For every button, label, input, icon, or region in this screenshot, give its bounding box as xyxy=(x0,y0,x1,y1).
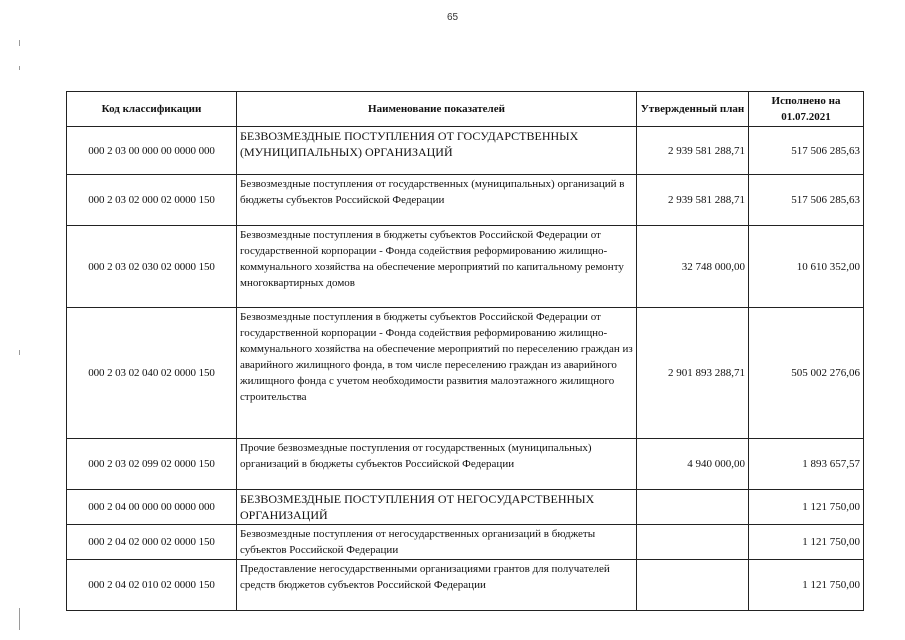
binding-mark xyxy=(19,350,20,355)
row-executed: 1 893 657,57 xyxy=(749,439,864,490)
row-code: 000 2 04 02 000 02 0000 150 xyxy=(67,525,237,560)
row-name: Безвозмездные поступления от государственных (муниципальных) организаций в бюджеты субъектов Российской Федерации xyxy=(237,175,637,226)
table-row xyxy=(67,560,864,611)
row-executed: 1 121 750,00 xyxy=(749,525,864,560)
row-code: 000 2 03 02 000 02 0000 150 xyxy=(67,175,237,226)
row-plan: 4 940 000,00 xyxy=(637,439,749,490)
header-name: Наименование показателей xyxy=(237,92,637,127)
row-plan: 2 939 581 288,71 xyxy=(637,175,749,226)
page-number: 65 xyxy=(446,12,459,23)
row-executed: 1 121 750,00 xyxy=(749,560,864,611)
header-code: Код классификации xyxy=(67,92,237,127)
table-row xyxy=(67,127,864,175)
row-executed: 1 121 750,00 xyxy=(749,490,864,525)
row-code: 000 2 03 02 099 02 0000 150 xyxy=(67,439,237,490)
row-code: 000 2 03 02 040 02 0000 150 xyxy=(67,308,237,439)
row-code: 000 2 03 02 030 02 0000 150 xyxy=(67,226,237,308)
row-code: 000 2 04 00 000 00 0000 000 xyxy=(67,490,237,525)
row-plan: 2 901 893 288,71 xyxy=(637,308,749,439)
row-executed: 505 002 276,06 xyxy=(749,308,864,439)
header-executed: Исполнено на 01.07.2021 xyxy=(749,92,864,127)
row-name: Безвозмездные поступления в бюджеты субъектов Российской Федерации от государственной корпорации - Фонда содействия реформированию жилищно-коммунального хозяйства на обеспечение мероприятий по переселению граждан из аварийного жилищного фонда, в том числе переселению граждан из аварийного жилищного фонда с учетом необходимости развития малоэтажного жилищного строительства xyxy=(237,308,637,439)
row-plan: 32 748 000,00 xyxy=(637,226,749,308)
row-name: Прочие безвозмездные поступления от государственных (муниципальных) организаций в бюджеты субъектов Российской Федерации xyxy=(237,439,637,490)
row-executed: 517 506 285,63 xyxy=(749,175,864,226)
budget-table xyxy=(66,91,864,611)
row-plan xyxy=(637,560,749,611)
table-row xyxy=(67,175,864,226)
row-name: БЕЗВОЗМЕЗДНЫЕ ПОСТУПЛЕНИЯ ОТ НЕГОСУДАРСТВЕННЫХ ОРГАНИЗАЦИЙ xyxy=(237,490,637,525)
row-name: Безвозмездные поступления от негосударственных организаций в бюджеты субъектов Российской Федерации xyxy=(237,525,637,560)
row-plan: 2 939 581 288,71 xyxy=(637,127,749,175)
row-executed: 10 610 352,00 xyxy=(749,226,864,308)
table-row xyxy=(67,439,864,490)
table-row xyxy=(67,308,864,439)
binding-mark xyxy=(19,40,20,46)
row-plan xyxy=(637,490,749,525)
row-name: Предоставление негосударственными организациями грантов для получателей средств бюджетов субъектов Российской Федерации xyxy=(237,560,637,611)
binding-mark xyxy=(19,608,20,630)
row-name: БЕЗВОЗМЕЗДНЫЕ ПОСТУПЛЕНИЯ ОТ ГОСУДАРСТВЕННЫХ (МУНИЦИПАЛЬНЫХ) ОРГАНИЗАЦИЙ xyxy=(237,127,637,175)
table-row xyxy=(67,226,864,308)
table-header-row xyxy=(67,92,864,127)
table-row xyxy=(67,490,864,525)
row-plan xyxy=(637,525,749,560)
row-code: 000 2 04 02 010 02 0000 150 xyxy=(67,560,237,611)
binding-mark xyxy=(19,66,20,70)
row-code: 000 2 03 00 000 00 0000 000 xyxy=(67,127,237,175)
header-plan: Утвержденный план xyxy=(637,92,749,127)
row-name: Безвозмездные поступления в бюджеты субъектов Российской Федерации от государственной корпорации - Фонда содействия реформированию жилищно-коммунального хозяйства на обеспечение мероприятий по капитальному ремонту многоквартирных домов xyxy=(237,226,637,308)
table-row xyxy=(67,525,864,560)
row-executed: 517 506 285,63 xyxy=(749,127,864,175)
